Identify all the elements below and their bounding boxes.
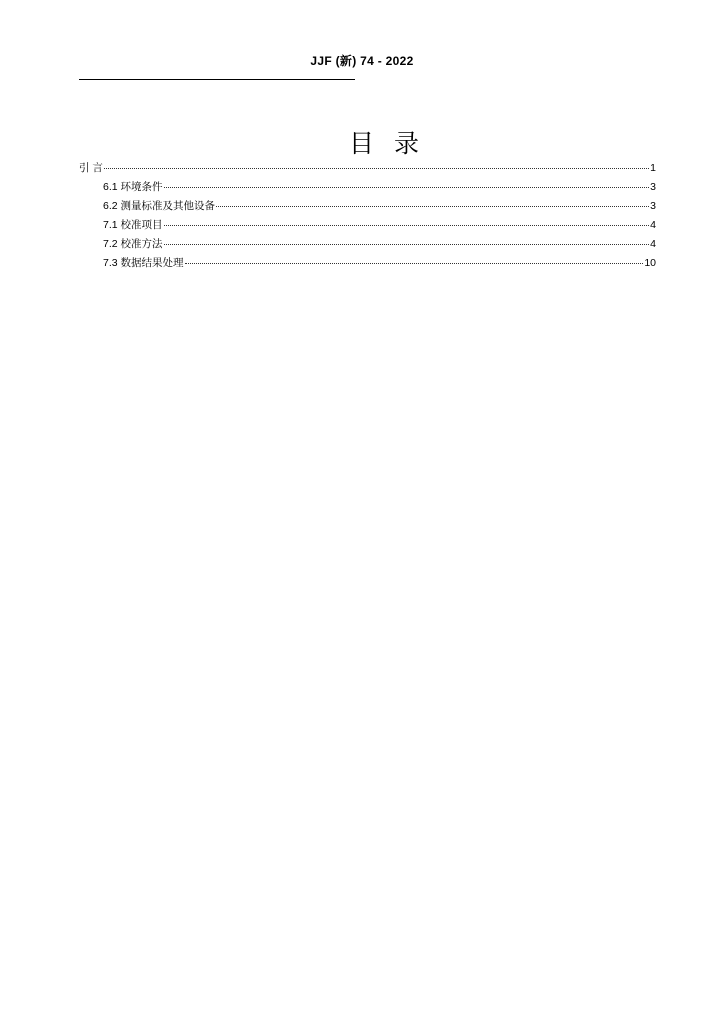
toc-entry-7-3[interactable] xyxy=(79,254,656,273)
table-of-contents xyxy=(79,159,656,273)
toc-dot-leader xyxy=(164,187,649,188)
toc-entry-page: 1 xyxy=(650,162,656,174)
toc-entry-label: 引 言 xyxy=(79,162,103,174)
toc-entry-7-2[interactable] xyxy=(79,235,656,254)
toc-dot-leader xyxy=(185,263,644,264)
toc-entry-page: 3 xyxy=(650,181,656,193)
toc-entry-6-1[interactable] xyxy=(79,178,656,197)
toc-entry-label: 7.3 数据结果处理 xyxy=(103,257,184,269)
toc-entry-6-2[interactable] xyxy=(79,197,656,216)
document-code-header: JJF (新) 74 - 2022 xyxy=(310,54,414,68)
toc-entry-label: 7.1 校准项目 xyxy=(103,219,163,231)
toc-entry-introduction[interactable] xyxy=(79,159,656,178)
toc-entry-label: 7.2 校准方法 xyxy=(103,238,163,250)
toc-entry-page: 3 xyxy=(650,200,656,212)
toc-dot-leader xyxy=(164,244,649,245)
toc-entry-label: 6.2 测量标准及其他设备 xyxy=(103,200,216,212)
toc-entry-page: 4 xyxy=(650,238,656,250)
toc-dot-leader xyxy=(104,168,649,169)
toc-entry-7-1[interactable] xyxy=(79,216,656,235)
toc-entry-label: 6.1 环境条件 xyxy=(103,181,163,193)
toc-title: 目 录 xyxy=(349,129,425,158)
toc-dot-leader xyxy=(164,225,649,226)
header-rule xyxy=(79,79,355,80)
toc-dot-leader xyxy=(216,206,649,207)
toc-entry-page: 4 xyxy=(650,219,656,231)
toc-entry-page: 10 xyxy=(644,257,656,269)
